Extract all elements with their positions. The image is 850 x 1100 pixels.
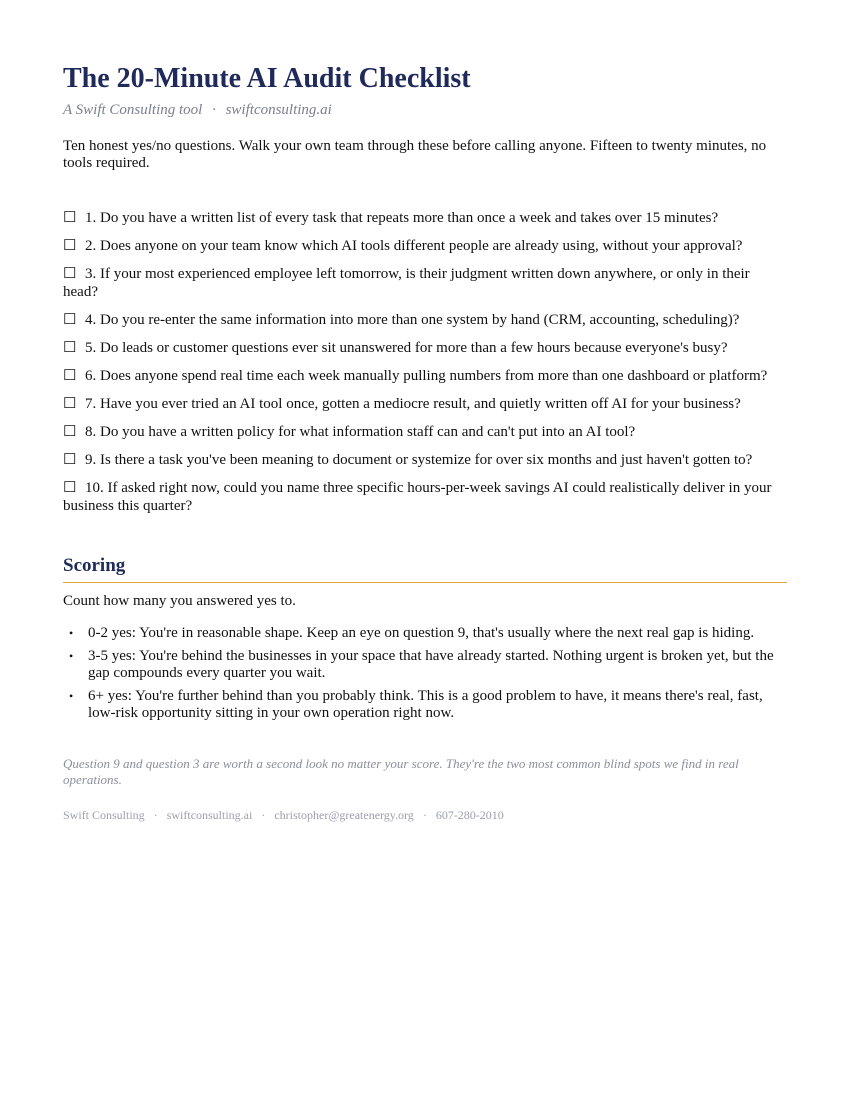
scoring-bullet — [63, 688, 787, 722]
checklist-item — [63, 311, 787, 329]
checkbox-icon[interactable]: ☐ — [63, 340, 77, 356]
footer-separator: · — [153, 808, 158, 822]
subtitle-site: swiftconsulting.ai — [225, 102, 332, 118]
checklist-item — [63, 395, 787, 413]
bullet-icon: • — [69, 689, 74, 703]
scoring-bullet-text: 6+ yes: You're further behind than you probably think. This is a good problem to have, it means there's real, fast, low-risk opportunity sitting in your own operation right now. — [88, 688, 763, 721]
question-text: 5. Do leads or customer questions ever sit unanswered for more than a few hours because everyone's busy? — [85, 340, 728, 356]
checklist-item — [63, 209, 787, 227]
checkbox-icon[interactable]: ☐ — [63, 480, 77, 496]
footer-company: Swift Consulting — [63, 808, 145, 822]
checkbox-icon[interactable]: ☐ — [63, 452, 77, 468]
checklist-item — [63, 479, 787, 515]
footer-site[interactable]: swiftconsulting.ai — [166, 808, 253, 822]
question-text: 9. Is there a task you've been meaning to document or systemize for over six months and just haven't gotten to? — [85, 452, 753, 468]
question-text: 6. Does anyone spend real time each week manually pulling numbers from more than one dashboard or platform? — [85, 368, 768, 384]
checkbox-icon[interactable]: ☐ — [63, 210, 77, 226]
scoring-intro: Count how many you answered yes to. — [63, 593, 296, 609]
bullet-icon: • — [69, 626, 74, 640]
question-text: 3. If your most experienced employee left tomorrow, is their judgment written down anywhere, or only in their head? — [63, 266, 750, 300]
question-text: 7. Have you ever tried an AI tool once, gotten a mediocre result, and quietly written off AI for your business? — [85, 396, 741, 412]
checklist-item — [63, 265, 787, 301]
scoring-list — [63, 625, 787, 722]
subtitle — [63, 101, 787, 119]
checklist-item — [63, 339, 787, 357]
page-title: The 20-Minute AI Audit Checklist — [63, 63, 471, 94]
checklist-item — [63, 423, 787, 441]
checklist-item — [63, 237, 787, 255]
footer-phone[interactable]: 607-280-2010 — [435, 808, 504, 822]
subtitle-tool: A Swift Consulting tool — [63, 102, 203, 118]
checkbox-icon[interactable]: ☐ — [63, 396, 77, 412]
checkbox-icon[interactable]: ☐ — [63, 238, 77, 254]
question-text: 10. If asked right now, could you name three specific hours-per-week savings AI could realistically deliver in your business this quarter? — [63, 480, 772, 514]
scoring-bullet-text: 3-5 yes: You're behind the businesses in your space that have already started. Nothing urgent is broken yet, but the gap compounds every quarter you wait. — [88, 648, 774, 681]
question-text: 4. Do you re-enter the same information into more than one system by hand (CRM, accounting, scheduling)? — [85, 312, 740, 328]
scoring-bullet — [63, 648, 787, 682]
footer-email[interactable]: christopher@greatenergy.org — [274, 808, 414, 822]
question-checklist — [63, 209, 787, 515]
subtitle-separator: · — [212, 102, 216, 118]
checkbox-icon[interactable]: ☐ — [63, 266, 77, 282]
question-text: 2. Does anyone on your team know which AI tools different people are already using, without your approval? — [85, 238, 743, 254]
scoring-heading: Scoring — [63, 554, 787, 583]
footer — [63, 808, 787, 823]
question-text: 8. Do you have a written policy for what information staff can and can't put into an AI tool? — [85, 424, 636, 440]
checkbox-icon[interactable]: ☐ — [63, 424, 77, 440]
checkbox-icon[interactable]: ☐ — [63, 312, 77, 328]
closing-note: Question 9 and question 3 are worth a second look no matter your score. They're the two most common blind spots we find in real operations. — [63, 756, 739, 787]
question-text: 1. Do you have a written list of every task that repeats more than once a week and takes over 15 minutes? — [85, 210, 719, 226]
bullet-icon: • — [69, 649, 74, 663]
footer-separator: · — [261, 808, 266, 822]
checklist-item — [63, 367, 787, 385]
checkbox-icon[interactable]: ☐ — [63, 368, 77, 384]
intro-paragraph: Ten honest yes/no questions. Walk your own team through these before calling anyone. Fifteen to twenty minutes, no tools required. — [63, 138, 767, 171]
footer-separator: · — [422, 808, 427, 822]
checklist-item — [63, 451, 787, 469]
scoring-bullet-text: 0-2 yes: You're in reasonable shape. Keep an eye on question 9, that's usually where the next real gap is hiding. — [88, 625, 755, 641]
scoring-bullet — [63, 625, 787, 642]
